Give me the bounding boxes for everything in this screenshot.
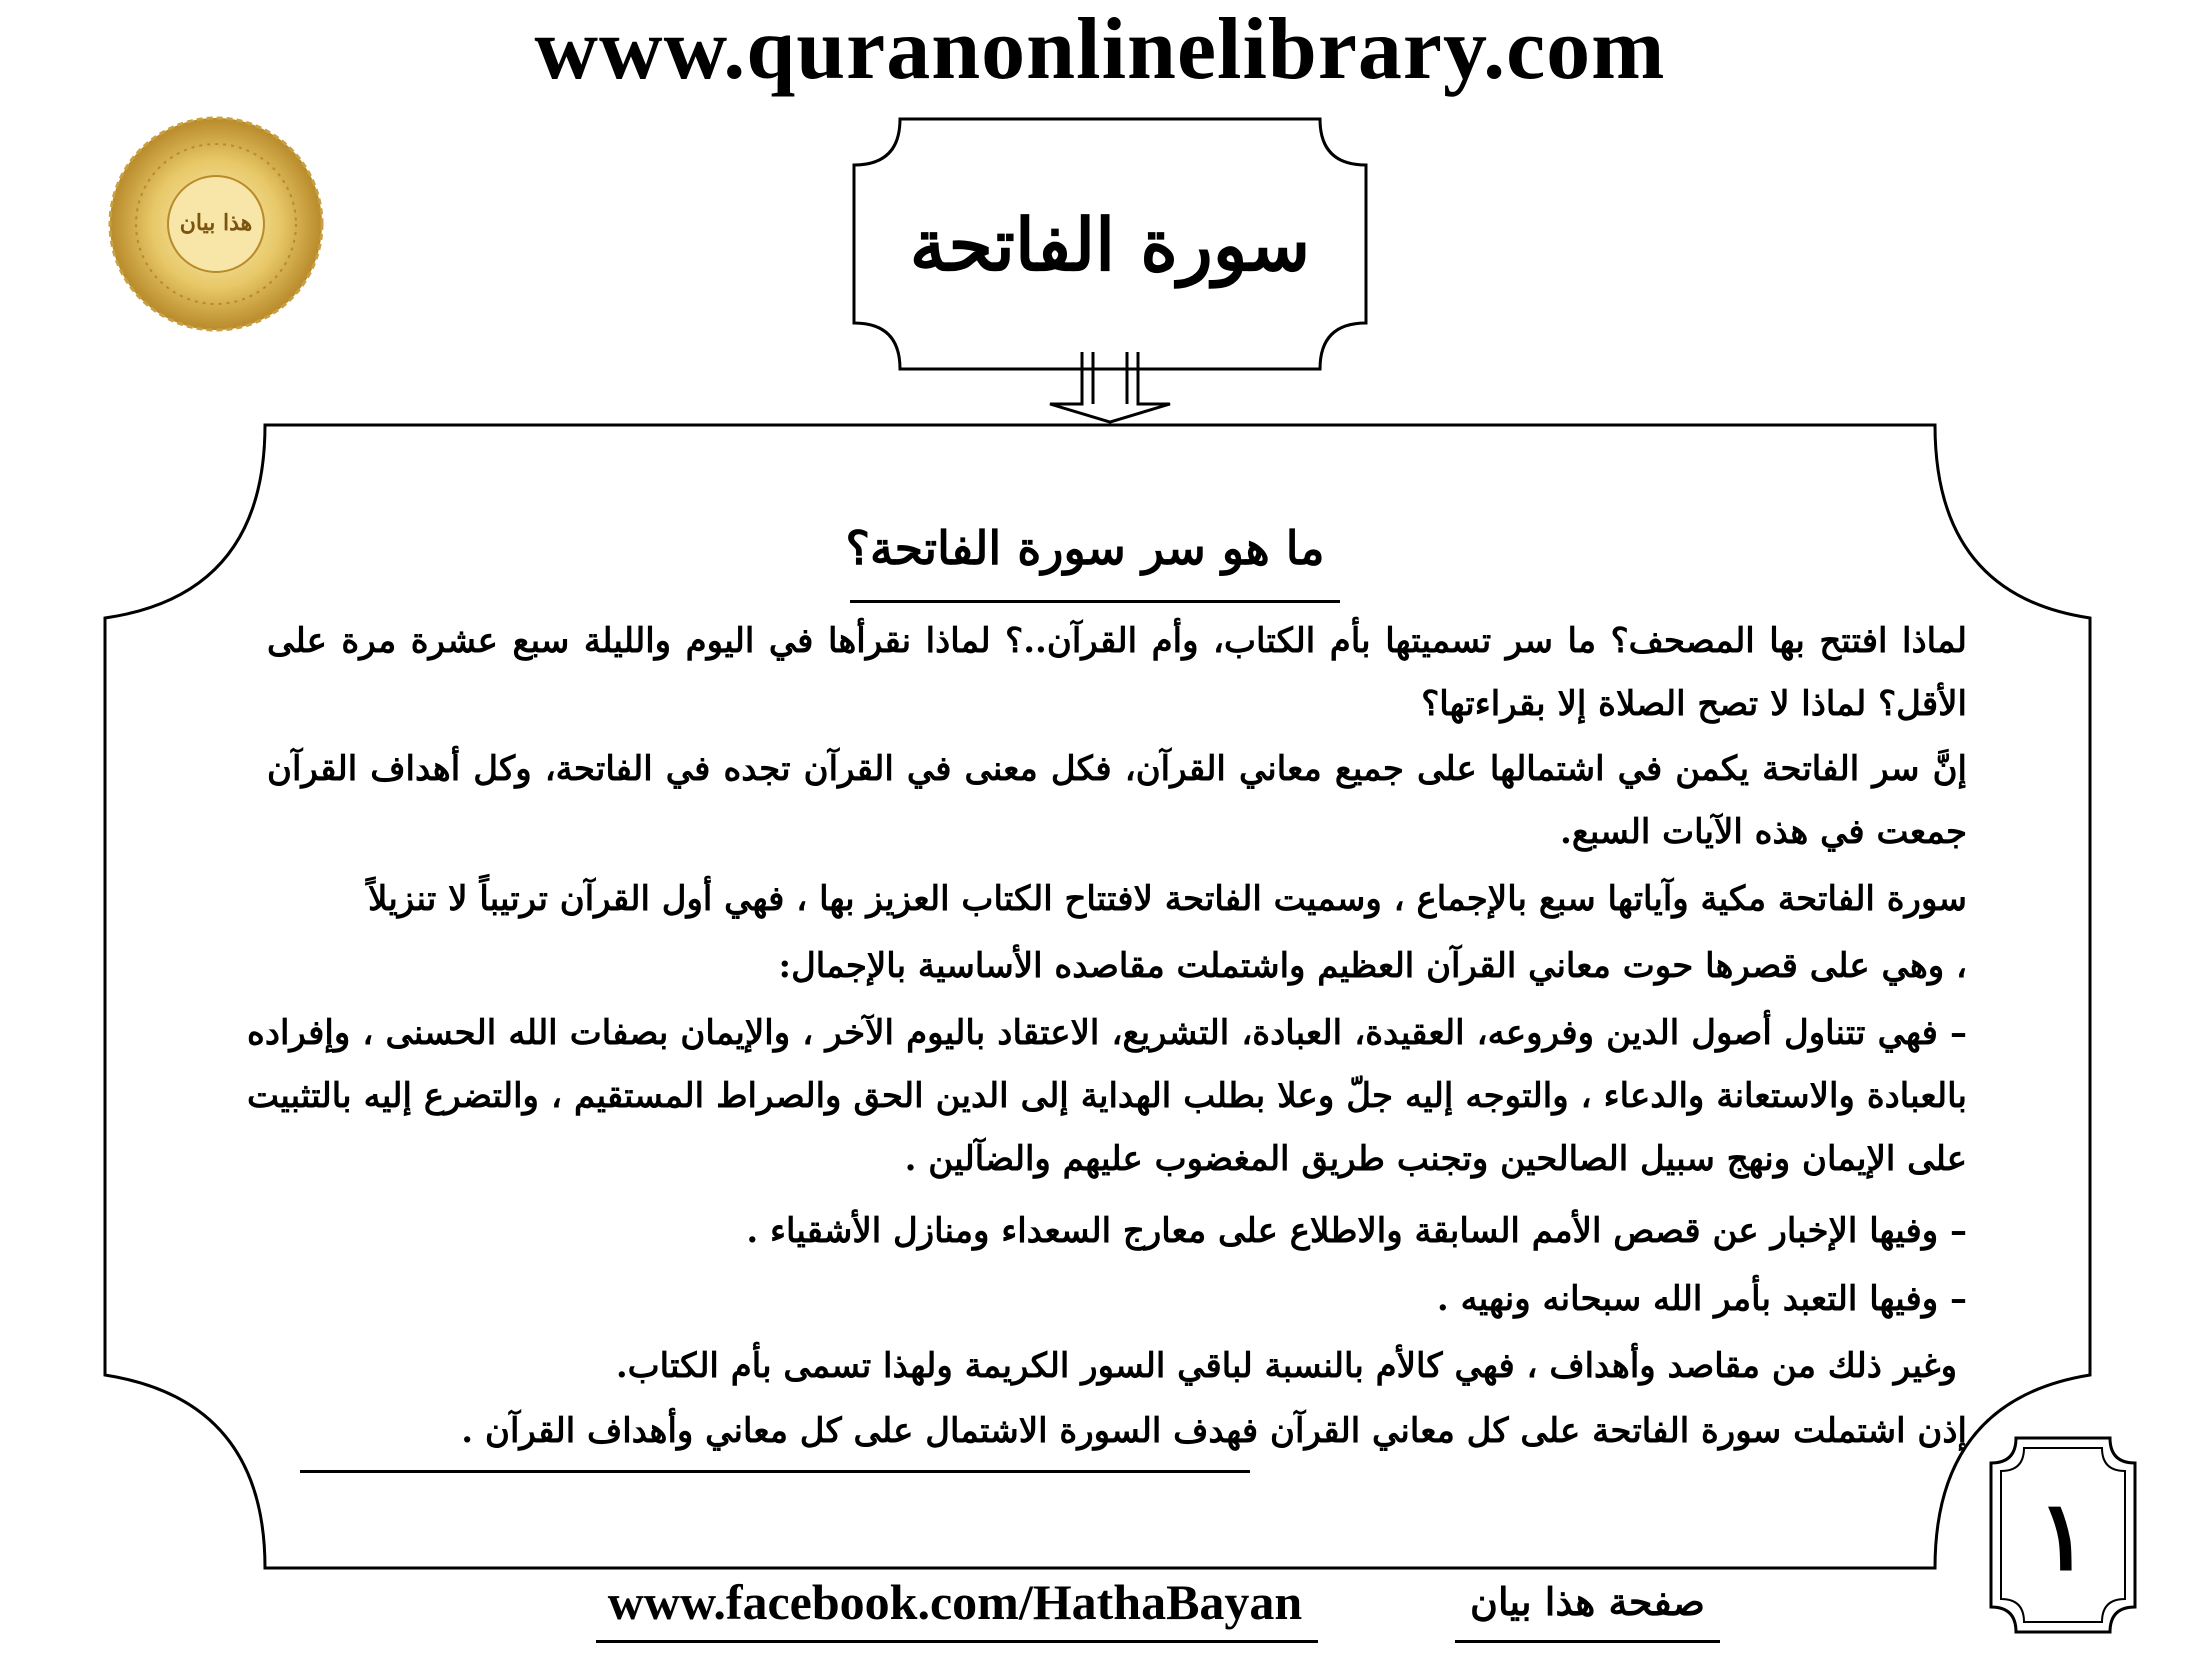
closing-line: وغير ذلك من مقاصد وأهداف ، فهي كالأم بالنسبة لباقي السور الكريمة ولهذا تسمى بأم الكتاب.	[615, 1346, 1957, 1386]
page-label-underline	[1455, 1640, 1720, 1643]
site-url: www.quranonlinelibrary.com	[534, 1, 1666, 98]
bullet-item: – وفيها التعبد بأمر الله سبحانه ونهيه .	[1436, 1279, 1967, 1319]
paragraph-secret: إنَّ سر الفاتحة يكمن في اشتمالها على جميع معاني القرآن، فكل معنى في القرآن تجده في الفاتحة، وكل أهداف القرآن جمعت في هذه الآيات السبع.	[267, 749, 1967, 852]
page-number: ١	[2037, 1478, 2089, 1592]
bullet-item: – فهي تتناول أصول الدين وفروعه، العقيدة، العبادة، التشريع، الاعتقاد باليوم الآخر ، والإيمان بصفات الله الحسنى ، وإفراده بالعبادة والاستعانة والدعاء ، والتوجه إليه جلّ وعلا بطلب الهداية إلى الدين الحق والصراط المستقيم ، والتضرع إليه بالتثبيت على الإيمان ونهج سبيل الصالحين وتجنب طريق المغضوب عليهم والضآلين .	[247, 1013, 1967, 1179]
facebook-link[interactable]: www.facebook.com/HathaBayan	[607, 1574, 1303, 1630]
text-line: سورة الفاتحة مكية وآياتها سبع بالإجماع ، وسميت الفاتحة لافتتاح الكتاب العزيز بها ، فهي أول القرآن ترتيباً لا تنزيلاً	[368, 879, 1967, 919]
facebook-underline	[596, 1640, 1318, 1643]
heading-underline	[850, 600, 1340, 603]
surah-title: سورة الفاتحة	[909, 201, 1311, 287]
svg-text:هذا بيان: هذا بيان	[179, 210, 253, 236]
text-line: ، وهي على قصرها حوت معاني القرآن العظيم واشتملت مقاصده الأساسية بالإجمال:	[778, 946, 1967, 986]
paragraph-questions: لماذا افتتح بها المصحف؟ ما سر تسميتها بأم الكتاب، وأم القرآن..؟ لماذا نقرأها في اليوم والليلة سبع عشرة مرة على الأقل؟ لماذا لا تصح الصلاة إلا بقراءتها؟	[267, 621, 1967, 724]
bullet-item: – وفيها الإخبار عن قصص الأمم السابقة والاطلاع على معارج السعداء ومنازل الأشقياء .	[746, 1211, 1967, 1251]
section-heading: ما هو سر سورة الفاتحة؟	[845, 521, 1325, 575]
page-label: صفحة هذا بيان	[1470, 1579, 1705, 1624]
conclusion-line: إذن اشتملت سورة الفاتحة على كل معاني القرآن فهدف السورة الاشتمال على كل معاني وأهداف القرآن .	[461, 1411, 1967, 1451]
conclusion-underline	[300, 1470, 1250, 1473]
